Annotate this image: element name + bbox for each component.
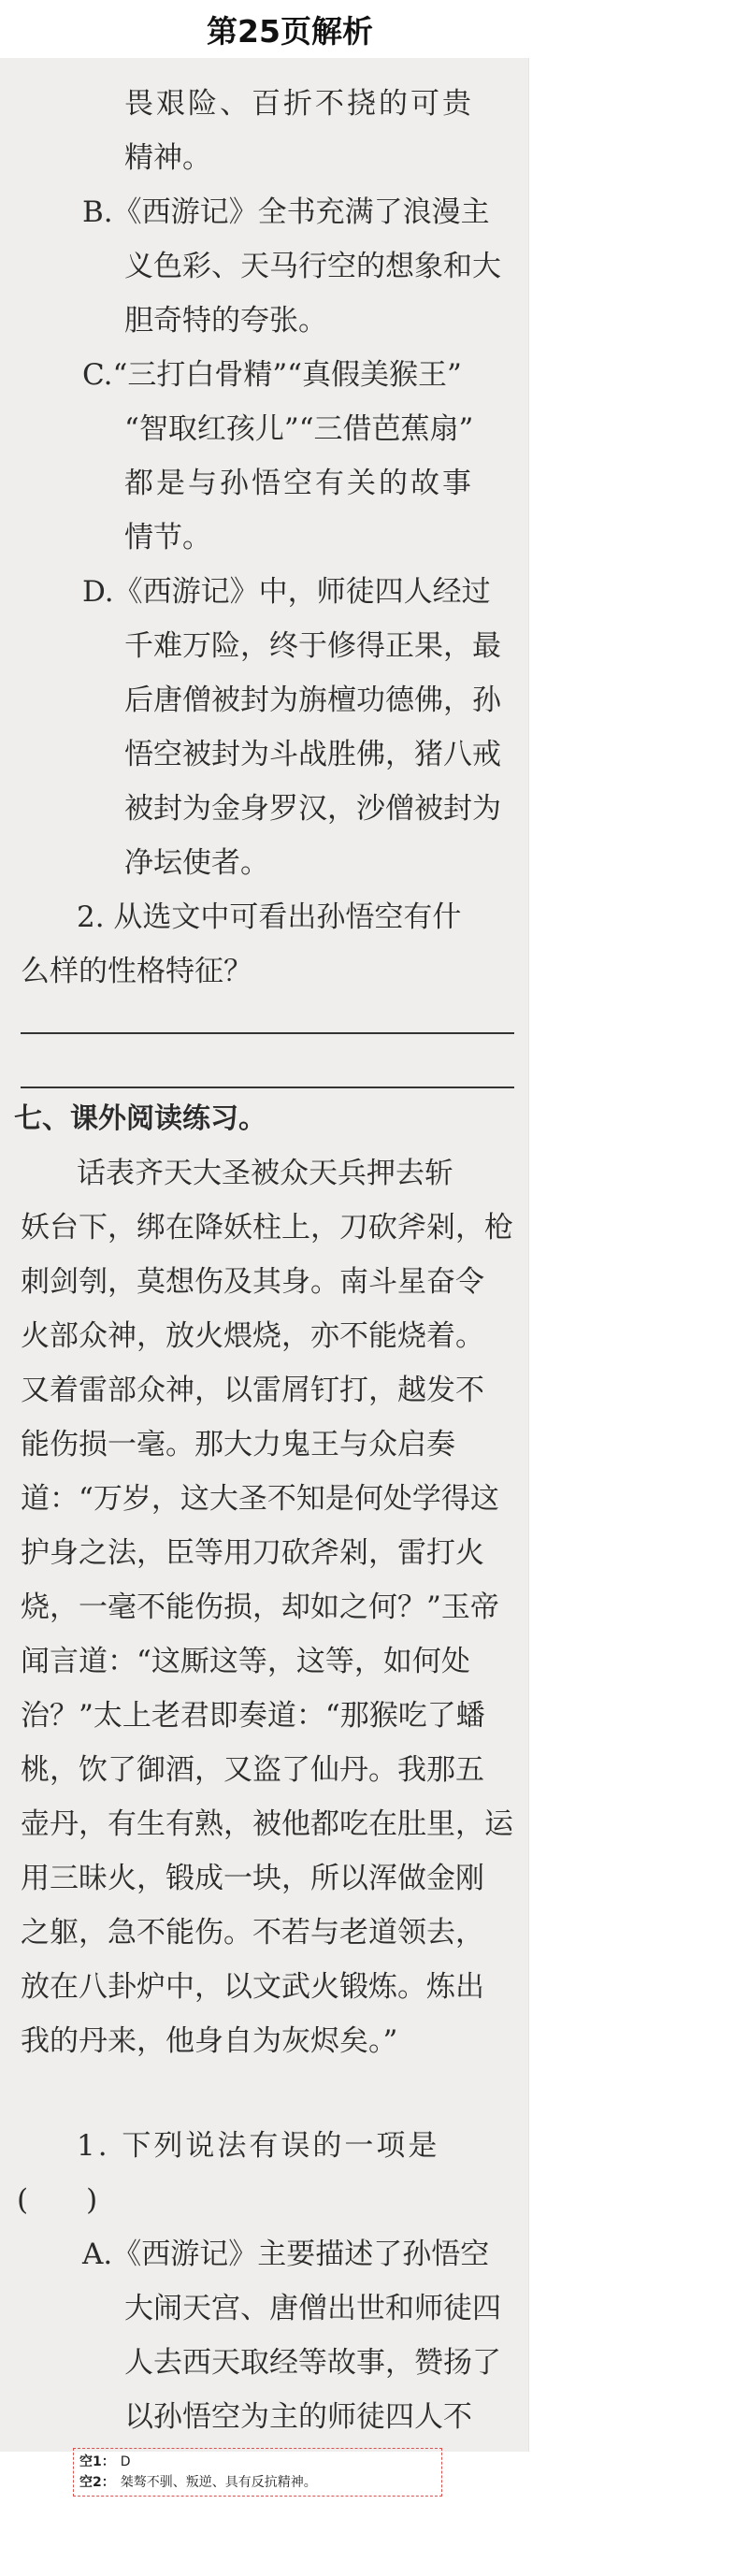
question-1: 1. 下列说法有误的一项是 <box>77 2129 440 2163</box>
passage-line: 闻言道：“这厮这等，这等，如何处 <box>21 1645 470 1678</box>
section-heading: 七、课外阅读练习。 <box>14 1102 266 1135</box>
passage-line: 壶丹，有生有熟，被他都吃在肚里，运 <box>21 1807 513 1841</box>
text-line: 么样的性格特征？ <box>21 955 252 988</box>
text-line: 后唐僧被封为旃檀功德佛，孙 <box>124 684 501 717</box>
answer-value: 桀骜不驯、叛逆、具有反抗精神。 <box>120 2475 317 2490</box>
answer-line <box>21 1087 514 1088</box>
answer-label: 空2： <box>79 2475 115 2490</box>
passage-line: 我的丹来，他身自为灰烬矣。” <box>21 2024 398 2058</box>
text-line: 精神。 <box>124 141 211 175</box>
answer-label: 空1： <box>79 2454 115 2469</box>
option-a: A.《西游记》主要描述了孙悟空 <box>82 2238 490 2271</box>
text-line: 被封为金身罗汉，沙僧被封为 <box>124 792 501 826</box>
text-line: 大闹天宫、唐僧出世和师徒四 <box>124 2292 501 2325</box>
passage-line: 之躯，急不能伤。不若与老道领去， <box>21 1916 484 1950</box>
passage-line: 刺剑刳，莫想伤及其身。南斗星奋令 <box>21 1265 484 1299</box>
question-2: 2. 从选文中可看出孙悟空有什 <box>77 900 462 934</box>
passage-line: 烧，一毫不能伤损，却如之何？”玉帝 <box>21 1590 499 1624</box>
answer-line <box>21 1032 514 1034</box>
text-line: 畏艰险、百折不挠的可贵 <box>124 87 474 121</box>
passage-line: 放在八卦炉中，以文武火锻炼。炼出 <box>21 1970 484 2004</box>
option-b: B.《西游记》全书充满了浪漫主 <box>82 195 490 229</box>
passage-line: 妖台下，绑在降妖柱上，刀砍斧剁，枪 <box>21 1211 513 1245</box>
text-line: 千难万险，终于修得正果，最 <box>124 629 501 663</box>
passage-line: 又着雷部众神，以雷屑钉打，越发不 <box>21 1374 484 1407</box>
text-line: 都是与孙悟空有关的故事 <box>124 467 474 500</box>
passage-line: 能伤损一毫。那大力鬼王与众启奏 <box>21 1428 455 1461</box>
text-line: 情节。 <box>124 521 211 554</box>
passage-line: 用三昧火，锻成一块，所以浑做金刚 <box>21 1862 484 1895</box>
scanned-textbook-page <box>0 58 529 2452</box>
page-title: 第25页解析 <box>207 12 373 50</box>
passage-line: 桃，饮了御酒，又盗了仙丹。我那五 <box>21 1753 484 1787</box>
text-line: “智取红孩儿”“三借芭蕉扇” <box>124 412 474 446</box>
answer-row <box>79 2472 436 2493</box>
passage-line: 道：“万岁，这大圣不知是何处学得这 <box>21 1482 499 1516</box>
option-c: C.“三打白骨精”“真假美猴王” <box>82 358 462 392</box>
passage-line: 话表齐天大圣被众天兵押去斩 <box>77 1157 453 1190</box>
text-line: 义色彩、天马行空的想象和大 <box>124 250 501 283</box>
text-line: 净坛使者。 <box>124 846 269 880</box>
text-line: 人去西天取经等故事，赞扬了 <box>124 2346 501 2380</box>
option-d: D.《西游记》中，师徒四人经过 <box>82 575 491 609</box>
answer-box <box>73 2448 442 2497</box>
text-line: 胆奇特的夸张。 <box>124 304 327 338</box>
passage-line: 护身之法，臣等用刀砍斧剁，雷打火 <box>21 1536 484 1570</box>
text-line: 悟空被封为斗战胜佛，猪八戒 <box>124 738 501 771</box>
answer-bracket: ( ) <box>17 2183 98 2217</box>
answer-row <box>79 2452 436 2472</box>
text-line: 以孙悟空为主的师徒四人不 <box>124 2400 472 2434</box>
passage-line: 治？”太上老君即奏道：“那猴吃了蟠 <box>21 1699 485 1733</box>
answer-value: D <box>120 2454 131 2469</box>
passage-line: 火部众神，放火煨烧，亦不能烧着。 <box>21 1319 484 1353</box>
